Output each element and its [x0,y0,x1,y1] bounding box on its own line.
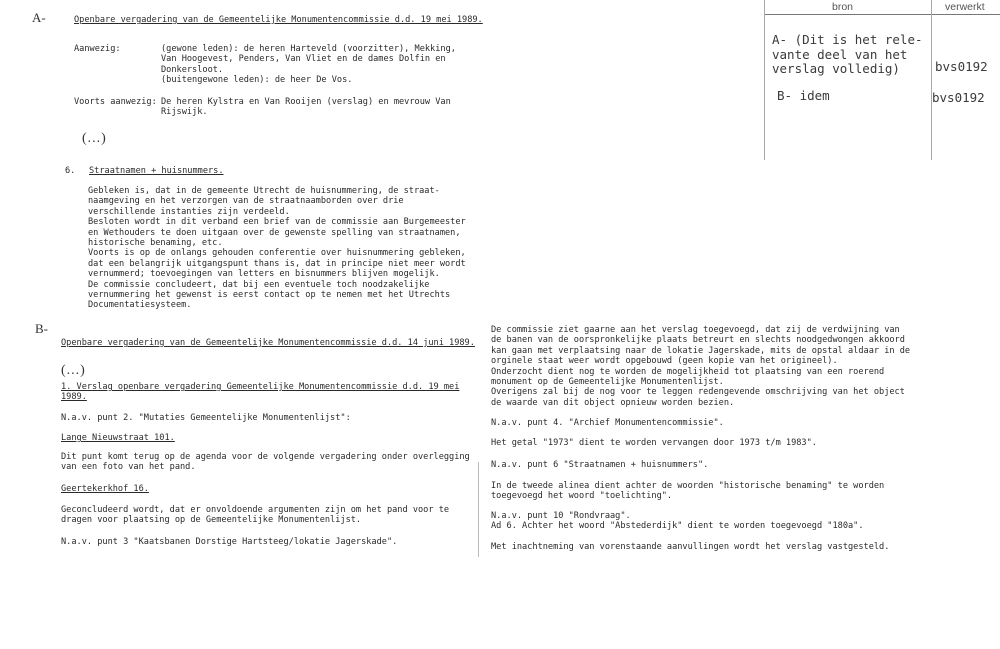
geertekerkhof-body: Geconcludeerd wordt, dat er onvoldoende argumenten zijn om het pand voor te dragen voor plaatsing op de Gemeentelijke Monumentenlijst. [61,505,450,526]
closing-statement: Met inachtneming van vorenstaande aanvullingen wordt het verslag vastgesteld. [491,542,890,552]
table-mid-rule [931,0,932,160]
row-b-processed: bvs0192 [932,90,985,105]
section-a-ellipsis: (...) [82,131,107,146]
section-a-marker: A- [32,10,46,25]
item-6-body: Gebleken is, dat in de gemeente Utrecht de huisnummering, de straat- naamgeving en het verzorgen van de straatnaamborden over drie verschillende instanties zijn verdeeld. Besloten wordt in dit verband een brief van de commissie aan Burgemeester en Wethouders te doen uitgaan over de gewenste spelling van straatnamen, historische benaming, etc. Voorts is op de onlangs gehouden conferentie over huisnummering gebleken, dat een belangrijk uitgangspunt thans is, dat in principe niet meer wordt vernummerd; toevoegingen van letters en bisnummers blijven mogelijk. De commissie concludeert, dat bij een eventuele toch noodzakelijke vernummering het gewenst is eerst contact op te nemen met het Utrechts Documentatiesysteem. [88,186,466,311]
column-header-bron: bron [832,1,854,13]
table-header-rule [764,14,1000,15]
column-divider [478,462,479,557]
item-6-title: Straatnamen + huisnummers. [89,166,224,176]
nav-point-4: N.a.v. punt 4. "Archief Monumentencommissie". [491,418,724,428]
section-b-marker: B- [35,321,48,336]
section-b-title: Openbare vergadering van de Gemeentelijke Monumentencommissie d.d. 14 juni 1989. [61,338,475,348]
section-a-title: Openbare vergadering van de Gemeentelijke Monumentencommissie d.d. 19 mei 1989. [74,15,483,25]
geertekerkhof-heading: Geertekerkhof 16. [61,484,149,494]
attendees-label: Aanwezig: [74,44,121,54]
also-present-label: Voorts aanwezig: [74,97,157,107]
nav-point-3: N.a.v. punt 3 "Kaatsbanen Dorstige Hartsteeg/lokatie Jagerskade". [61,537,398,547]
item-6-number: 6. [65,166,76,176]
column-header-verwerkt: verwerkt [945,1,985,13]
nav-point-6-body: In de tweede alinea dient achter de woorden "historische benaming" te worden toegevoegd het woord "toelichting". [491,481,885,502]
lange-nieuwstraat-heading: Lange Nieuwstraat 101. [61,433,175,443]
commission-remarks: De commissie ziet gaarne aan het verslag toegevoegd, dat zij de verdwijning van de banen van de oorspronkelijke plaats betreurt en slechts noodgedwongen akkoord kan gaan met verplaatsing naar de lokatie Jagerskade, mits de opstal aldaar in de orginele staat weer wordt opgebouwd (geen kopie van het origineel). Onderzocht dient nog te worden de mogelijkheid tot plaatsing van een roerend monument op de Gemeentelijke Monumentenlijst. Overigens zal bij de nog voor te leggen redengevende omschrijving van het object de waarde van dit object opnieuw worden bezien. [491,325,911,408]
table-left-rule [764,0,765,160]
nav-point-4-body: Het getal "1973" dient te worden vervangen door 1973 t/m 1983". [491,438,817,448]
also-present-text: De heren Kylstra en Van Rooijen (verslag) en mevrouw Van Rijswijk. [161,97,451,118]
nav-point-10-body: Ad 6. Achter het woord "Abstederdijk" dient te worden toegevoegd "180a". [491,521,864,531]
nav-point-6: N.a.v. punt 6 "Straatnamen + huisnummers". [491,460,709,470]
section-b-ellipsis: (...) [61,363,86,378]
attendees-text: (gewone leden): de heren Harteveld (voorzitter), Mekking, Van Hoogevest, Penders, Van Vliet en de dames Dolfin en Donkersloot. (buitengewone leden): de heer De Vos. [161,44,456,86]
row-a-processed: bvs0192 [935,59,988,74]
lange-nieuwstraat-body: Dit punt komt terug op de agenda voor de volgende vergadering onder overlegging van een foto van het pand. [61,452,470,473]
row-a-source-note: A- (Dit is het rele- vante deel van het verslag volledig) [772,32,923,76]
row-b-source-note: B- idem [777,88,830,103]
nav-point-10: N.a.v. punt 10 "Rondvraag". [491,511,631,521]
point-1-heading: 1. Verslag openbare vergadering Gemeentelijke Monumentencommissie d.d. 19 mei 1989. [61,382,460,403]
nav-point-2: N.a.v. punt 2. "Mutaties Gemeentelijke Monumentenlijst": [61,413,351,423]
